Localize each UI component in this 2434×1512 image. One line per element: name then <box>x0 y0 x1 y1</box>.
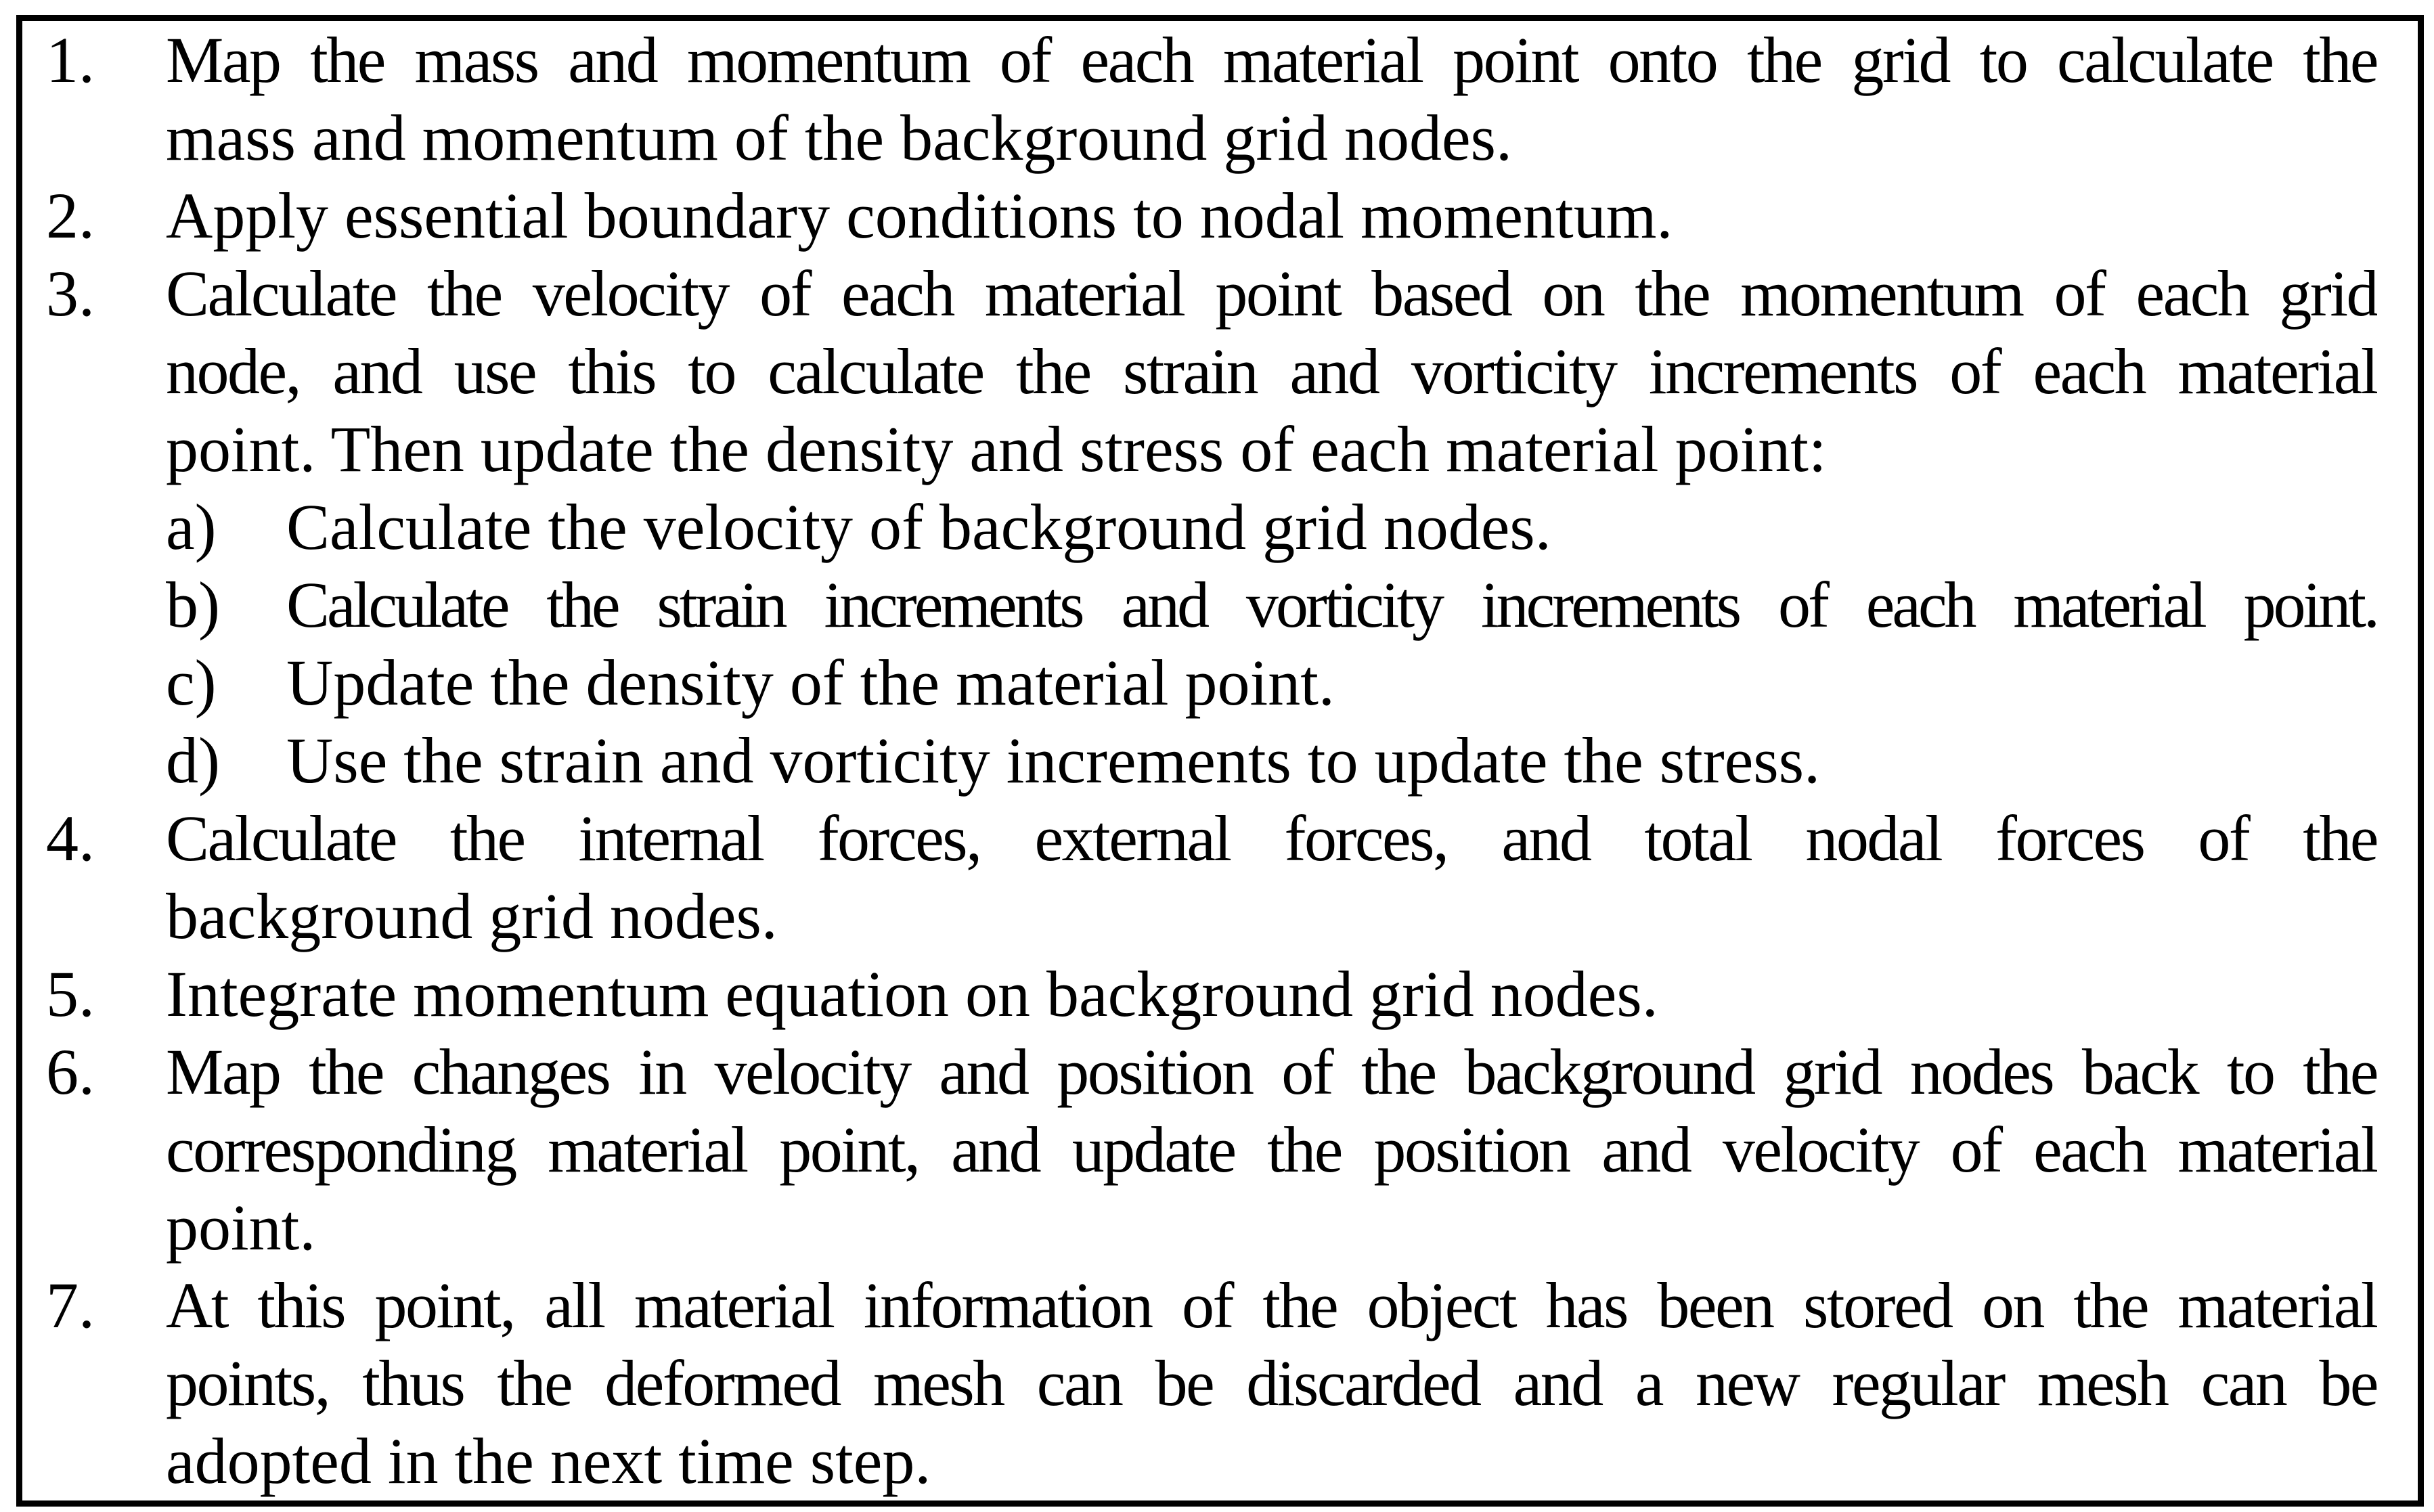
item-line: Calculate the velocity of each material point based on the momentum of each grid <box>166 257 2377 330</box>
sub-item <box>166 644 2377 721</box>
item-line: points, thus the deformed mesh can be discarded and a new regular mesh can be <box>166 1347 2377 1419</box>
sub-item-letter: a) <box>166 491 217 563</box>
item-line: adopted in the next time step. <box>166 1425 931 1497</box>
text-box-border <box>16 15 2424 1507</box>
item-line: point. <box>166 1191 316 1264</box>
sub-item-body <box>286 644 2377 721</box>
item-body <box>166 254 2377 488</box>
list-item <box>46 21 2377 177</box>
item-number: 6. <box>46 1036 95 1108</box>
item-body <box>166 1033 2377 1266</box>
item-number: 7. <box>46 1269 95 1341</box>
item-line: node, and use this to calculate the strain and vorticity increments of each material <box>166 335 2377 407</box>
sub-item-letter: d) <box>166 724 220 797</box>
item-line: Integrate momentum equation on background grid nodes. <box>166 958 1658 1030</box>
sub-item-body <box>286 488 2377 566</box>
list-item <box>46 1266 2377 1500</box>
sub-item <box>166 721 2377 799</box>
item-body <box>166 799 2377 955</box>
item-line: Apply essential boundary conditions to nodal momentum. <box>166 179 1673 252</box>
item-body <box>166 177 2377 254</box>
list-item <box>46 799 2377 955</box>
item-line: Calculate the internal forces, external forces, and total nodal forces of the <box>166 802 2377 874</box>
sub-item-line: Calculate the strain increments and vorticity increments of each material point. <box>286 569 2377 641</box>
item-body <box>166 955 2377 1033</box>
item-number: 4. <box>46 802 95 874</box>
list-item <box>46 1033 2377 1266</box>
item-line: mass and momentum of the background grid nodes. <box>166 102 1512 174</box>
item-line: Map the changes in velocity and position of the background grid nodes back to the <box>166 1036 2377 1108</box>
sub-item-body <box>286 721 2377 799</box>
sub-item-letter: b) <box>166 569 220 641</box>
list-item <box>46 177 2377 254</box>
sub-item-line: Use the strain and vorticity increments to update the stress. <box>286 724 1821 797</box>
item-body <box>166 1266 2377 1500</box>
item-line: point. Then update the density and stress of each material point: <box>166 413 1827 485</box>
item-number: 1. <box>46 24 95 96</box>
sub-item <box>166 566 2377 644</box>
item-line: corresponding material point, and update the position and velocity of each material <box>166 1113 2377 1186</box>
item-line: background grid nodes. <box>166 880 778 952</box>
item-line: Map the mass and momentum of each material point onto the grid to calculate the <box>166 24 2377 96</box>
algorithm-list <box>46 21 2377 1500</box>
sub-item-body <box>286 566 2377 644</box>
item-body <box>166 21 2377 177</box>
sub-item-line: Update the density of the material point. <box>286 646 1335 719</box>
item-number: 2. <box>46 179 95 252</box>
item-number: 5. <box>46 958 95 1030</box>
sub-item <box>166 488 2377 566</box>
sub-item-letter: c) <box>166 646 217 719</box>
list-item <box>46 955 2377 1033</box>
sub-item-line: Calculate the velocity of background grid nodes. <box>286 491 1551 563</box>
list-item <box>46 254 2377 488</box>
item-number: 3. <box>46 257 95 330</box>
item-line: At this point, all material information of the object has been stored on the material <box>166 1269 2377 1341</box>
